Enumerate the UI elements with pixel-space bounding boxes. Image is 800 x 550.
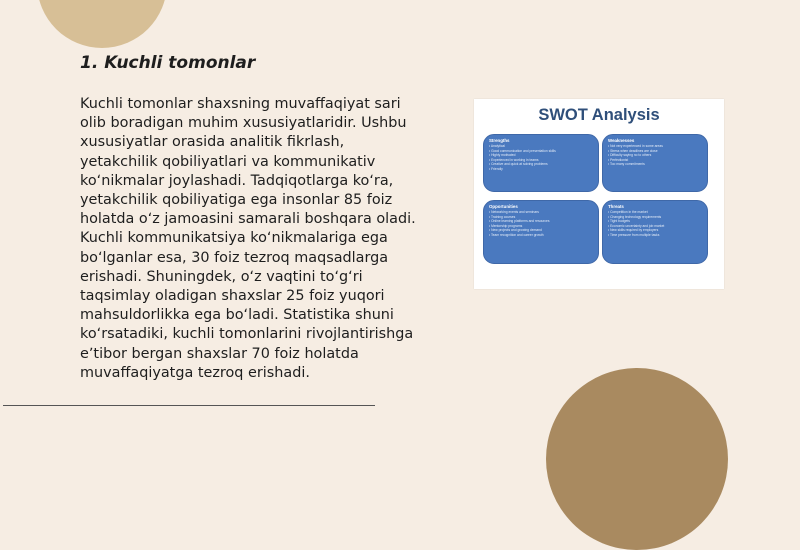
swot-analysis-image [474,99,724,289]
swot-list-item: • Competition in the market [608,210,648,214]
swot-list-item: • Good communication and presentation skills [489,148,556,153]
swot-list-item: • Creative and quick at solving problems [489,162,548,167]
decorative-circle-bottom [546,368,728,550]
swot-list-item: • Economic uncertainty and job market [608,223,665,228]
slide-body-paragraph: Kuchli tomonlar shaxsning muvaffaqiyat sari olib boradigan muhim xususiyatlaridir. Ushbu xususiyatlar orasida analitik fikrlash, yetakchilik qobiliyatlari va kommunikativ koʻnikmalar joylashadi. Tadqiqotlarga koʻra, yetakchilik qobiliyatiga ega insonlar 85 foiz holatda oʻz jamoasini samarali boshqara oladi. Kuchli kommunikatsiya koʻnikmalariga ega boʻlganlar esa, 30 foiz tezroq maqsadlarga erishadi. Shuningdek, oʻz vaqtini toʻgʻri taqsimlay oladigan shaxslar 25 foiz yuqori mahsuldorlikka ega boʻladi. Statistika shuni koʻrsatadiki, kuchli tomonlarini rivojlantirishga eʼtibor bergan shaxslar 70 foiz holatda muvaffaqiyatga tezroq erishadi. [80,96,416,381]
swot-list-item: • Not very experienced in some areas [608,144,663,148]
swot-opportunities-list [484,210,598,238]
swot-title: SWOT Analysis [538,106,660,124]
divider-line [3,405,375,406]
swot-weaknesses-list [603,144,707,167]
swot-strengths-box [483,134,599,192]
swot-list-item: • Online learning platforms and resources [489,219,550,224]
swot-opportunities-heading: Opportunities [489,204,518,209]
swot-list-item: • Perfectionist [608,157,629,162]
swot-list-item: • Mentorship programs [489,223,523,228]
swot-strengths-list [484,144,598,172]
swot-threats-heading: Threats [608,204,624,209]
swot-list-item: • Time pressure from multiple tasks [608,232,660,237]
swot-list-item: • Too many commitments [608,162,645,167]
swot-list-item: • Tight budgets [608,219,630,224]
swot-list-item: • Experienced in working in teams [489,157,539,162]
swot-list-item: • Highly motivated [489,153,516,158]
swot-list-item: • Difficulty saying no to others [608,153,652,158]
swot-list-item: • New projects and growing demand [489,228,542,233]
decorative-circle-top [37,0,167,48]
swot-list-item: • Stress when deadlines are close [608,148,658,153]
swot-list-item: • Analytical [489,144,505,148]
swot-weaknesses-heading: Weaknesses [608,138,635,143]
swot-list-item: • Networking events and seminars [489,210,539,214]
swot-list-item: • Friendly [489,166,503,171]
swot-list-item: • Changing technology requirements [608,214,662,219]
swot-strengths-heading: Strengths [489,138,510,143]
swot-opportunities-box [483,200,599,264]
swot-threats-list [603,210,707,238]
slide-title: 1. Kuchli tomonlar [80,53,256,73]
swot-weaknesses-box [602,134,708,192]
swot-threats-box [602,200,708,264]
swot-list-item: • Training courses [489,214,516,219]
swot-list-item: • Team recognition and career growth [489,232,544,237]
swot-list-item: • New skills required by employers [608,228,659,233]
